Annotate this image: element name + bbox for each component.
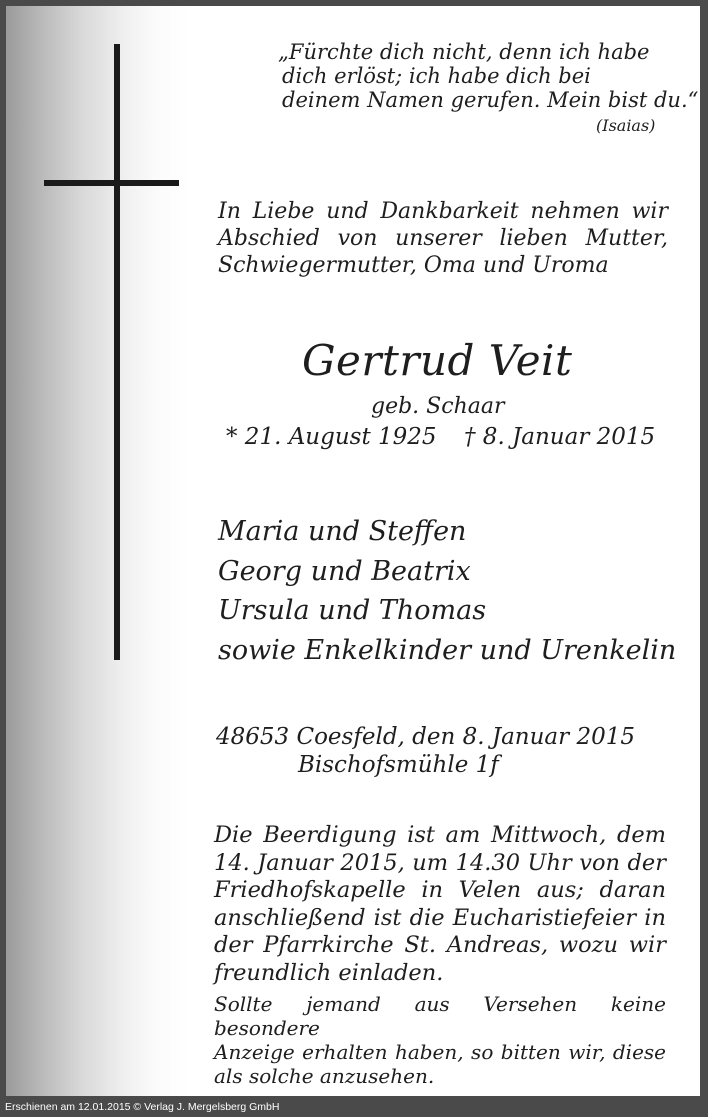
birth-name: geb. Schaar: [371, 394, 505, 419]
deceased-name: Gertrud Veit: [302, 336, 573, 385]
family-line: sowie Enkelkinder und Urenkelin: [218, 634, 677, 666]
funeral-line: der Pfarrkirche St. Andreas, wozu wir: [214, 932, 666, 958]
family-line: Ursula und Thomas: [218, 595, 487, 626]
funeral-info: [214, 822, 666, 987]
intro-line: Abschied von unserer lieben Mutter,: [218, 226, 668, 251]
family-list: [218, 512, 676, 670]
intro-text: [218, 198, 668, 279]
quote-line: „Fürchte dich nicht, denn ich habe: [278, 40, 650, 64]
family-line: Georg und Beatrix: [218, 555, 471, 587]
quote-line: dich erlöst; ich habe dich bei: [282, 64, 591, 88]
notice-line: als solche anzusehen.: [214, 1064, 435, 1088]
place-date: 48653 Coesfeld, den 8. Januar 2015: [216, 724, 635, 750]
quote-source: (Isaias): [596, 116, 656, 135]
funeral-line: 14. Januar 2015, um 14.30 Uhr von der: [214, 849, 666, 876]
obituary-card: [6, 6, 700, 1096]
quote-line: deinem Namen gerufen. Mein bist du.“: [282, 88, 699, 112]
intro-line: Schwiegermutter, Oma und Uroma: [218, 253, 609, 278]
funeral-line: freundlich einladen.: [214, 959, 444, 986]
cross-icon-horizontal: [44, 180, 179, 186]
funeral-line: Die Beerdigung ist am Mittwoch, dem: [214, 822, 666, 848]
notice-line: Sollte jemand aus Versehen keine besondere: [214, 992, 666, 1040]
notice-line: Anzeige erhalten haben, so bitten wir, diese: [214, 1040, 666, 1064]
cross-icon-vertical: [114, 44, 120, 660]
funeral-line: Friedhofskapelle in Velen aus; daran: [214, 877, 666, 903]
intro-line: In Liebe und Dankbarkeit nehmen wir: [218, 199, 668, 224]
street-address: Bischofsmühle 1f: [298, 752, 499, 778]
bible-quote: [278, 40, 698, 112]
family-line: Maria und Steffen: [218, 516, 467, 547]
notice-text: [214, 992, 666, 1088]
birth-date: * 21. August 1925: [226, 424, 437, 450]
publication-footer: Erschienen am 12.01.2015 © Verlag J. Mergelsberg GmbH: [5, 1101, 280, 1113]
funeral-line: anschließend ist die Eucharistiefeier in: [214, 904, 666, 931]
death-date: † 8. Januar 2015: [464, 424, 656, 450]
